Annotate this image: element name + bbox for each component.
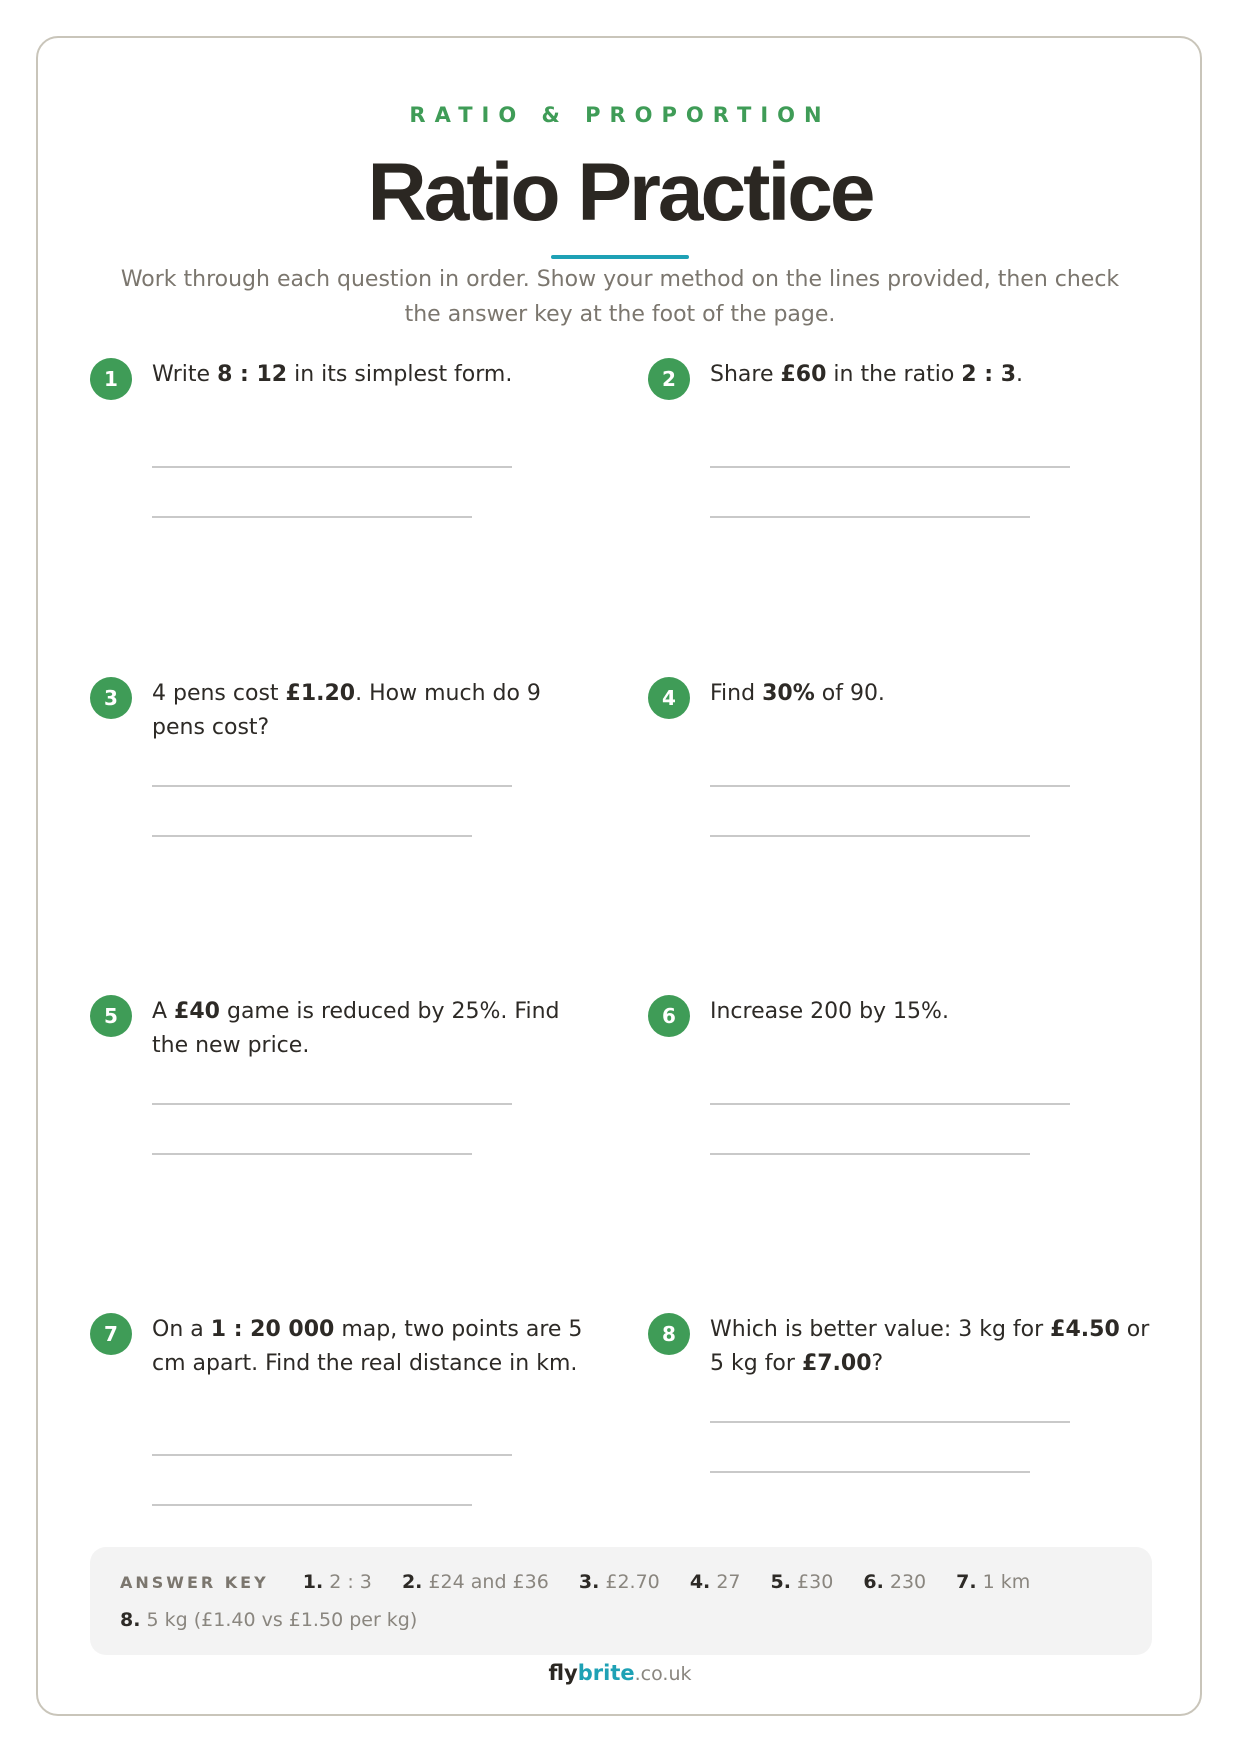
question-text xyxy=(710,1313,1150,1381)
question-number-badge: 2 xyxy=(648,358,690,400)
question-fragment: in its simplest form. xyxy=(287,362,513,387)
question-fragment: game is reduced by 25%. Find the new price. xyxy=(152,999,560,1058)
answer-line[interactable] xyxy=(710,785,1070,787)
answer-item: 7. 1 km xyxy=(956,1571,1031,1593)
answer-item: 1. 2 : 3 xyxy=(302,1571,372,1593)
question-number-badge: 6 xyxy=(648,995,690,1037)
question-fragment: Find xyxy=(710,681,763,706)
question-emphasis: £40 xyxy=(174,999,220,1024)
answer-line[interactable] xyxy=(710,1103,1070,1105)
answer-item: 8. 5 kg (£1.40 vs £1.50 per kg) xyxy=(120,1609,418,1631)
question-number-badge: 5 xyxy=(90,995,132,1037)
page-title: Ratio Practice xyxy=(367,147,873,238)
answer-line[interactable] xyxy=(710,835,1030,837)
answer-item: 2. £24 and £36 xyxy=(401,1571,549,1593)
question-fragment: . xyxy=(1016,362,1024,387)
answer-line[interactable] xyxy=(710,1421,1070,1423)
question-number-badge: 8 xyxy=(648,1313,690,1355)
answer-line[interactable] xyxy=(710,466,1070,468)
question-emphasis: 1 : 20 000 xyxy=(210,1317,335,1342)
brand-brite: brite xyxy=(577,1661,635,1685)
question-fragment: 4 pens cost xyxy=(152,681,286,706)
question-text xyxy=(152,1313,592,1381)
question-text xyxy=(152,677,592,745)
question-text xyxy=(710,677,1150,711)
answer-item: 3. £2.70 xyxy=(578,1571,660,1593)
question-number-badge: 7 xyxy=(90,1313,132,1355)
question-number-badge: 4 xyxy=(648,677,690,719)
answer-line[interactable] xyxy=(710,516,1030,518)
answer-line[interactable] xyxy=(710,1153,1030,1155)
title-underline xyxy=(551,255,689,259)
answer-line[interactable] xyxy=(152,785,512,787)
question-number-badge: 3 xyxy=(90,677,132,719)
question-emphasis: 30% xyxy=(762,681,815,706)
instructions: Work through each question in order. Show your method on the lines provided, then check the answer key at the foot of the page. xyxy=(120,267,1120,327)
question-number-badge: 1 xyxy=(90,358,132,400)
question-emphasis: 8 : 12 xyxy=(217,362,288,387)
question-fragment: map, two points are 5 cm apart. Find the real distance in km. xyxy=(152,1317,583,1376)
answer-line[interactable] xyxy=(710,1471,1030,1473)
answer-line[interactable] xyxy=(152,516,472,518)
brand-fly: fly xyxy=(548,1661,578,1685)
question-emphasis: 2 : 3 xyxy=(961,362,1017,387)
answer-key-row xyxy=(120,1609,441,1631)
question-fragment: . How much do 9 pens cost? xyxy=(152,681,541,740)
answer-line[interactable] xyxy=(152,1454,512,1456)
answer-key-panel xyxy=(90,1547,1152,1655)
answer-line[interactable] xyxy=(152,1153,472,1155)
question-emphasis: £4.50 xyxy=(1050,1317,1120,1342)
question-fragment: Share xyxy=(710,362,781,387)
question-fragment: of 90. xyxy=(814,681,885,706)
site-footer[interactable] xyxy=(0,1661,1240,1685)
question-fragment: or 5 kg for xyxy=(710,1317,1150,1376)
question-text xyxy=(710,358,1150,392)
question-text xyxy=(152,358,592,392)
question-fragment: A xyxy=(152,999,175,1024)
brand-domain: .co.uk xyxy=(634,1663,692,1685)
answer-line[interactable] xyxy=(152,1103,512,1105)
question-fragment: Increase 200 by 15%. xyxy=(710,999,949,1024)
question-fragment: On a xyxy=(152,1317,211,1342)
question-text xyxy=(152,995,592,1063)
answer-item: 6. 230 xyxy=(863,1571,927,1593)
question-emphasis: £1.20 xyxy=(285,681,356,706)
answer-key-label: ANSWER KEY xyxy=(120,1573,269,1592)
question-text xyxy=(710,995,1150,1029)
question-fragment: in the ratio xyxy=(826,362,962,387)
answer-line[interactable] xyxy=(152,835,472,837)
question-fragment: ? xyxy=(871,1351,884,1376)
topic-kicker: RATIO & PROPORTION xyxy=(409,103,831,127)
answer-item: 5. £30 xyxy=(770,1571,834,1593)
answer-line[interactable] xyxy=(152,1504,472,1506)
answer-line[interactable] xyxy=(152,466,512,468)
question-emphasis: £7.00 xyxy=(801,1351,872,1376)
question-fragment: Write xyxy=(152,362,218,387)
question-emphasis: £60 xyxy=(780,362,827,387)
answer-key-row xyxy=(120,1571,1054,1593)
answer-item: 4. 27 xyxy=(689,1571,741,1593)
question-fragment: Which is better value: 3 kg for xyxy=(710,1317,1051,1342)
